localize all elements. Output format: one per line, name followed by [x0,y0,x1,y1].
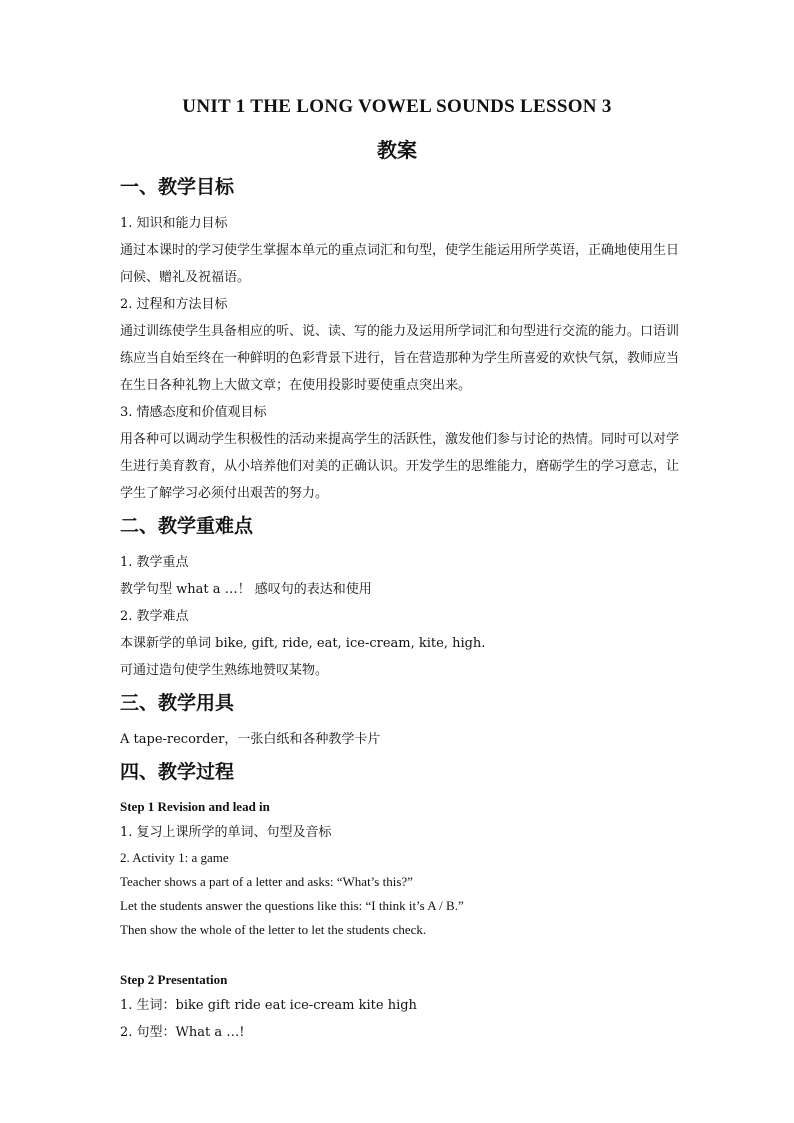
section-heading-key-points: 二、教学重难点 [120,515,254,537]
objective-item-2: 2. 过程和方法目标 [120,297,228,312]
step-1-heading: Step 1 Revision and lead in [120,799,270,814]
document-body [120,174,680,1046]
step-1-line-3: Teacher shows a part of a letter and asks: “What’s this?” [120,874,413,889]
key-point-text-2: 本课新学的单词 bike, gift, ride, eat, ice-cream, kite, high. [120,636,486,651]
step-2-line-1: 1. 生词：bike gift ride eat ice-cream kite high [120,998,417,1013]
objective-text-2: 通过训练使学生具备相应的听、说、读、写的能力及运用所学词汇和句型进行交流的能力。口语训练应当自始至终在一种鲜明的色彩背景下进行，旨在营造那种为学生所喜爱的欢快气氛，教师应当在生日各种礼物上大做文章；在使用投影时要使重点突出来。 [120,324,680,393]
objective-item-3: 3. 情感态度和价值观目标 [120,405,267,420]
document-subtitle: 教案 [377,138,417,162]
step-2-line-2: 2. 句型：What a …! [120,1025,245,1040]
section-heading-process: 四、教学过程 [120,761,235,783]
section-heading-objectives: 一、教学目标 [120,176,235,198]
section-heading-materials: 三、教学用具 [120,692,235,714]
key-point-text-1: 教学句型 what a …！ 感叹句的表达和使用 [120,582,372,597]
step-2-heading: Step 2 Presentation [120,972,228,987]
step-1-line-1: 1. 复习上课所学的单词、句型及音标 [120,825,332,840]
objective-text-3: 用各种可以调动学生积极性的活动来提高学生的活跃性，激发他们参与讨论的热情。同时可以对学生进行美育教育，从小培养他们对美的正确认识。开发学生的思维能力，磨砺学生的学习意志，让学生了解学习必须付出艰苦的努力。 [120,432,680,501]
step-1-line-4: Let the students answer the questions like this: “I think it’s A / B.” [120,898,464,913]
materials-text: A tape-recorder，一张白纸和各种教学卡片 [120,732,381,747]
objective-text-1: 通过本课时的学习使学生掌握本单元的重点词汇和句型，使学生能运用所学英语，正确地使用生日问候、赠礼及祝福语。 [120,243,680,285]
key-point-item-2: 2. 教学难点 [120,609,189,624]
key-point-item-1: 1. 教学重点 [120,555,189,570]
key-point-text-3: 可通过造句使学生熟练地赞叹某物。 [120,663,329,678]
objective-item-1: 1. 知识和能力目标 [120,216,228,231]
step-1-line-2: 2. Activity 1: a game [120,850,229,865]
step-1-line-5: Then show the whole of the letter to let the students check. [120,922,427,937]
document-title: UNIT 1 THE LONG VOWEL SOUNDS LESSON 3 [182,96,612,117]
